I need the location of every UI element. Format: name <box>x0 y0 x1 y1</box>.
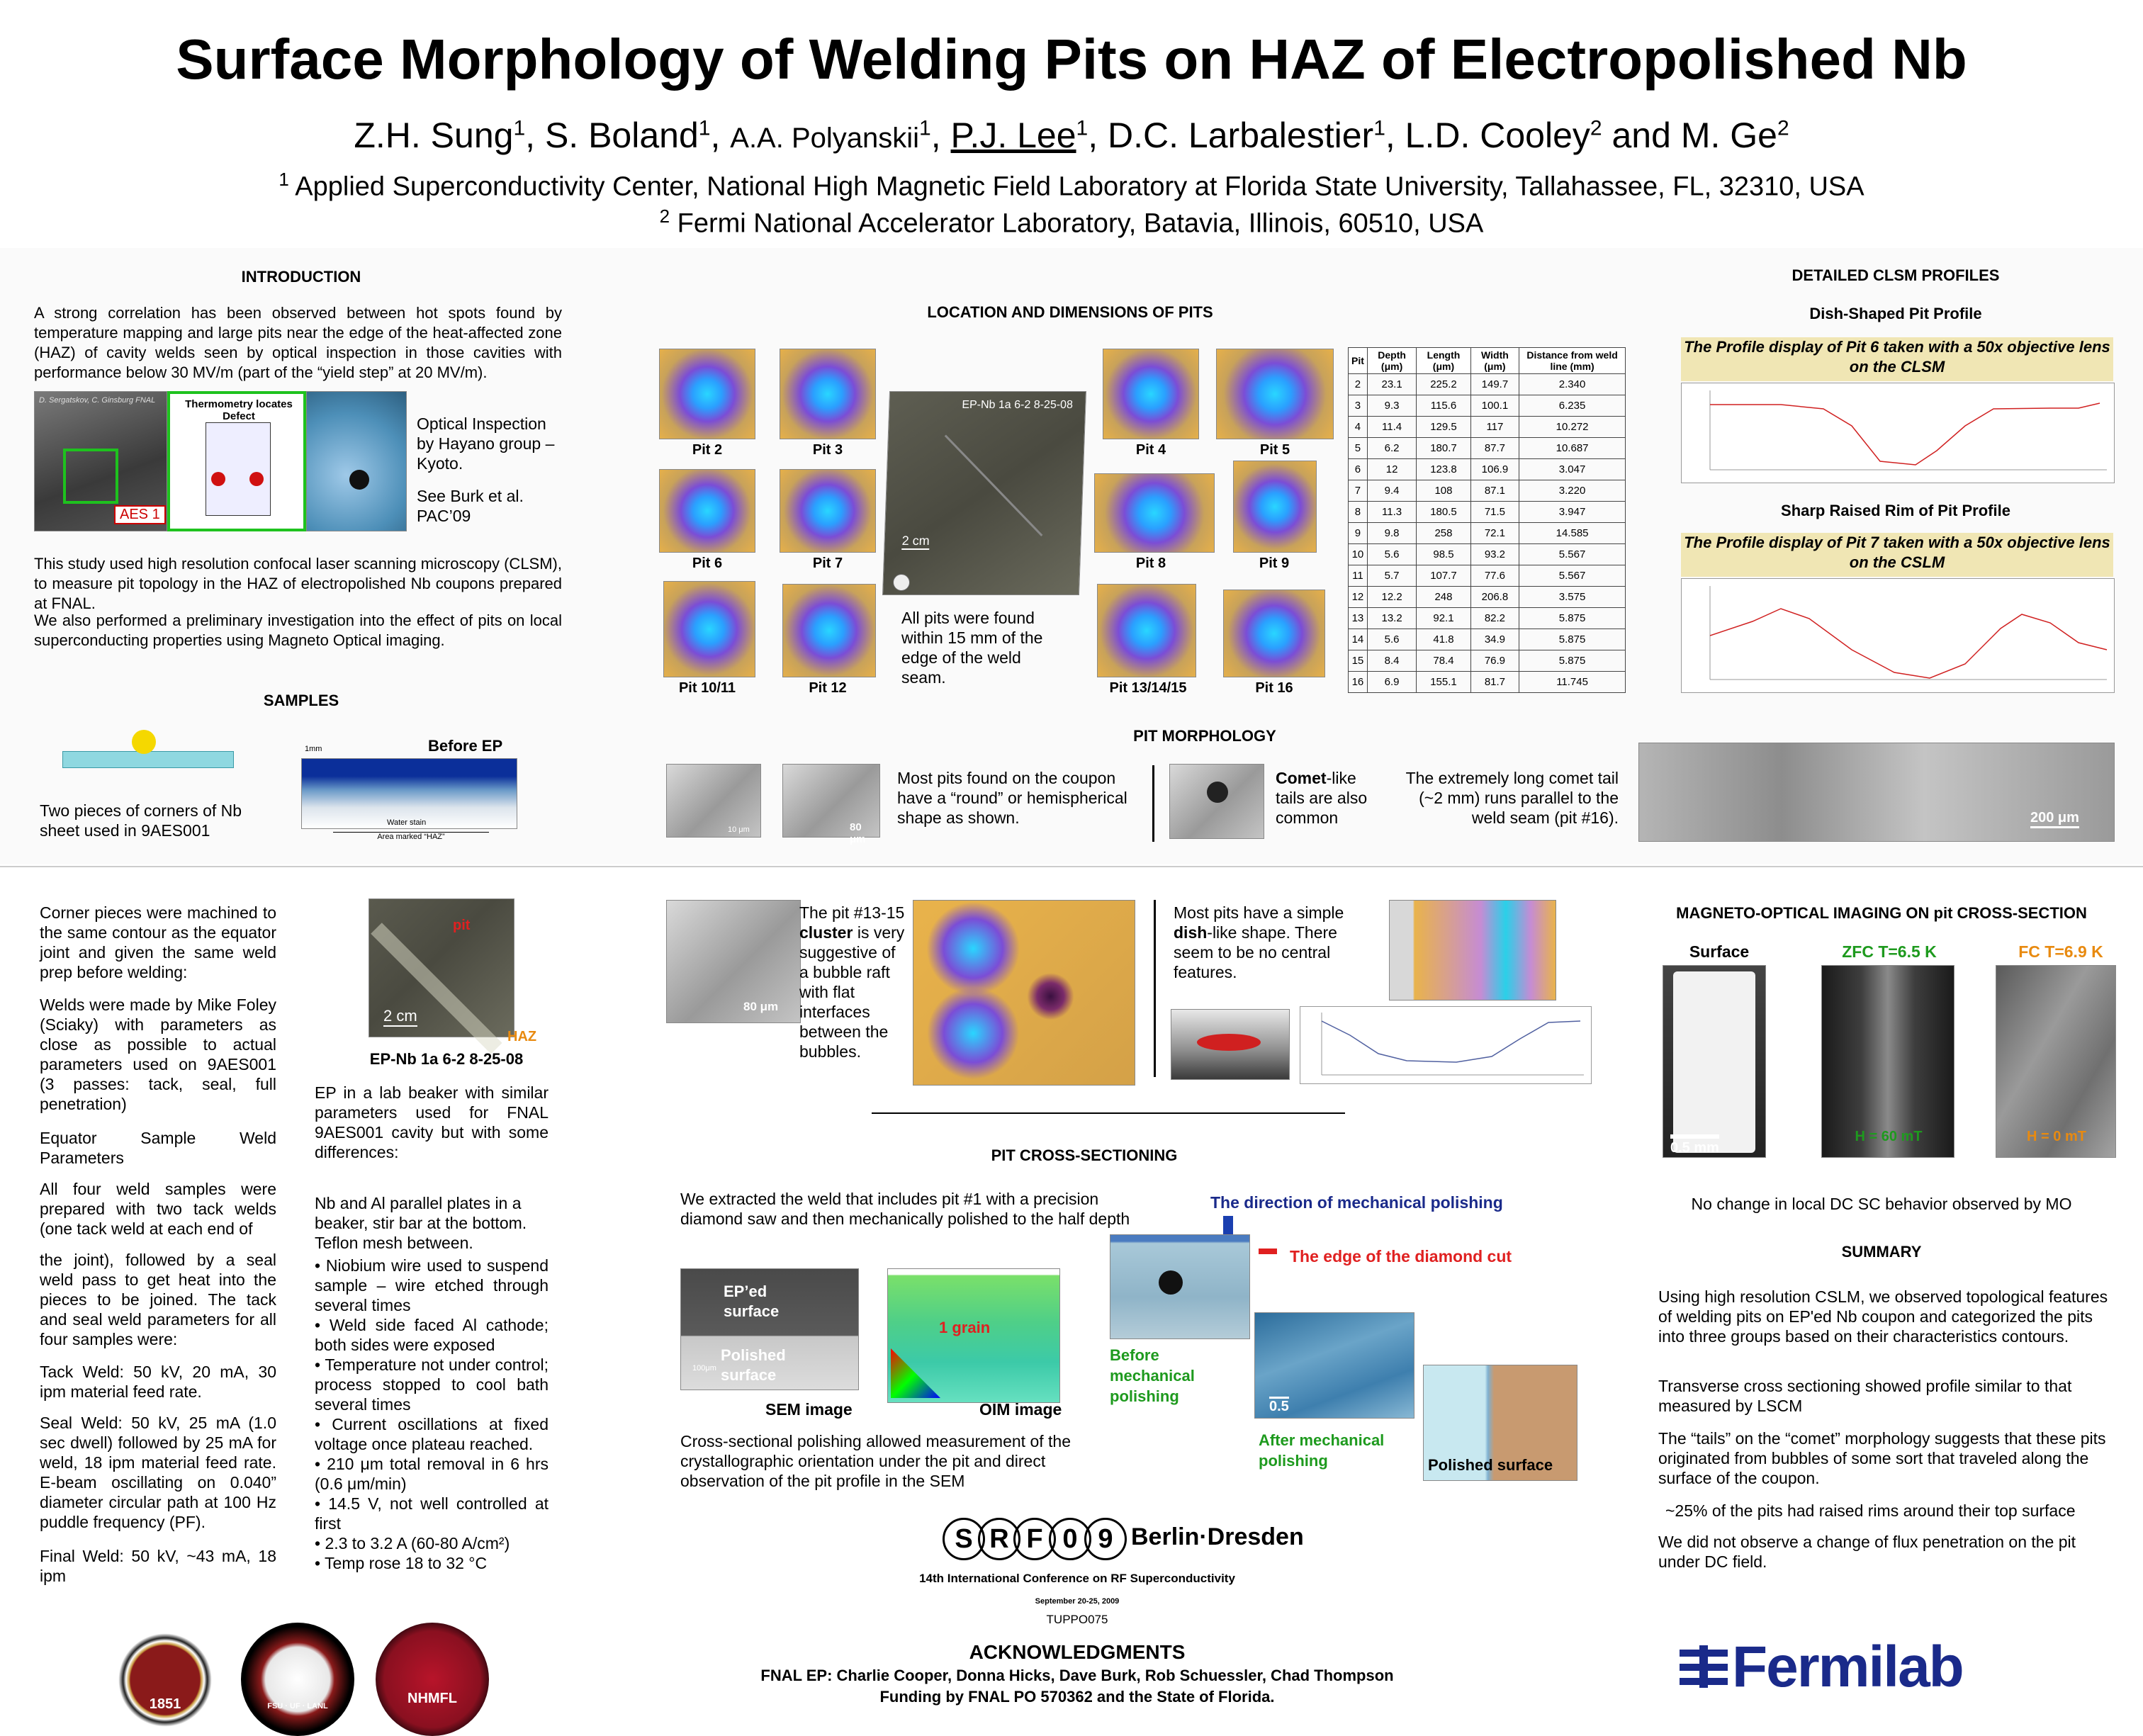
column-header: Length (μm) <box>1417 348 1470 374</box>
table-cell: 15 <box>1349 650 1368 672</box>
table-row <box>1349 395 1626 417</box>
round-pit-text: Most pits found on the coupon have a “round” or hemispherical shape as shown. <box>897 769 1127 827</box>
table-cell: 248 <box>1417 587 1470 608</box>
cross-section-intro: We extracted the weld that includes pit #1 with a precision diamond saw and then mechanically polished to the half depth <box>680 1190 1130 1228</box>
table-cell: 3.575 <box>1519 587 1626 608</box>
table-cell: 2.340 <box>1519 374 1626 395</box>
author: D.C. Larbalestier$^1$, <box>1108 115 1405 155</box>
table-cell: 34.9 <box>1470 629 1519 650</box>
equator-params-text: Equator Sample Weld Parameters <box>40 1129 276 1167</box>
pit-caption: Pit 3 <box>812 442 843 458</box>
pit-caption: Pit 16 <box>1255 680 1293 696</box>
author: L.D. Cooley$^2$ <box>1405 115 1602 155</box>
cavity-photo <box>34 391 167 531</box>
table-cell: 6.9 <box>1367 672 1416 693</box>
table-cell: 16 <box>1349 672 1368 693</box>
rim-profile-title: The Profile display of Pit 7 taken with a 50x objective lens on the CSLM <box>1681 533 2113 577</box>
table-cell: 23.1 <box>1367 374 1416 395</box>
table-cell: 87.7 <box>1470 438 1519 459</box>
location-note: All pits were found within 15 mm of the edge of the weld seam. <box>901 609 1043 687</box>
rim-profile-plot <box>1681 578 2115 693</box>
ack-line-2: Funding by FNAL PO 570362 and the State of Florida. <box>879 1688 1275 1706</box>
before-polishing-label: Before mechanical polishing <box>1110 1346 1195 1405</box>
water-stain-label: Water stain <box>387 818 427 827</box>
intro-paragraph-2: This study used high resolution confocal laser scanning microscopy (CLSM), to measure pit topology in the HAZ of electropolished Nb coupons prepared at FNAL. <box>34 555 562 612</box>
list-item: • 210 μm total removal in 6 hrs (0.6 μm/min) <box>315 1455 549 1493</box>
table-cell: 92.1 <box>1417 608 1470 629</box>
pit-dimensions-table <box>1348 347 1626 693</box>
rim-profile-heading: Sharp Raised Rim of Pit Profile <box>1781 502 2010 519</box>
pit-caption: Pit 4 <box>1135 442 1166 458</box>
column-header: Pit <box>1349 348 1368 374</box>
cluster-text: The pit #13-15 cluster is very suggestive of a bubble raft with flat interfaces between the bubbles. <box>799 903 905 1061</box>
table-cell: 13.2 <box>1367 608 1416 629</box>
table-cell: 9.4 <box>1367 480 1416 502</box>
aes-label: AES 1 <box>114 505 166 524</box>
pit-image <box>1097 584 1196 677</box>
scale-label: 0.5 mm <box>1670 1134 1719 1156</box>
pit-image <box>1233 461 1317 553</box>
table-cell: 93.2 <box>1470 544 1519 565</box>
table-row <box>1349 480 1626 502</box>
column-rule <box>1152 765 1154 842</box>
pit-caption: Pit 5 <box>1259 442 1290 458</box>
table-cell: 2 <box>1349 374 1368 395</box>
sem-cluster-pit <box>666 900 801 1023</box>
table-row <box>1349 650 1626 672</box>
table-cell: 5.7 <box>1367 565 1416 587</box>
pit-caption: Pit 8 <box>1135 556 1166 571</box>
coupon-photo <box>882 391 1086 595</box>
pit-image <box>1216 349 1334 439</box>
fc-label: FC T=6.9 K <box>2018 942 2103 961</box>
cluster-heat-map <box>913 900 1135 1086</box>
nhmfl-logo <box>376 1623 489 1736</box>
long-comet-tail-image <box>1638 743 2115 842</box>
column-header: Depth (μm) <box>1367 348 1416 374</box>
after-polishing-image <box>1254 1312 1414 1419</box>
pit-image <box>663 581 755 677</box>
comet-text: Comet-like tails are also common <box>1276 769 1368 827</box>
table-cell: 5.875 <box>1519 629 1626 650</box>
srf-letter: R <box>978 1518 1020 1560</box>
summary-paragraph: The “tails” on the “comet” morphology suggests that these pits originated from bubbles of some sort that traveled along the surface of the coupon. <box>1658 1429 2106 1487</box>
table-cell: 12.2 <box>1367 587 1416 608</box>
ack-heading: ACKNOWLEDGMENTS <box>969 1641 1186 1663</box>
srf-letter: F <box>1013 1518 1056 1560</box>
table-cell: 5.6 <box>1367 544 1416 565</box>
table-cell: 14.585 <box>1519 523 1626 544</box>
pit-defect <box>1197 1034 1261 1051</box>
summary-paragraph: We did not observe a change of flux penetration on the pit under DC field. <box>1658 1533 2076 1571</box>
table-row <box>1349 629 1626 650</box>
coupon-2-label: EP-Nb 1a 6-2 8-25-08 <box>369 1050 524 1068</box>
table-cell: 10 <box>1349 544 1368 565</box>
clsm-heading: DETAILED CLSM PROFILES <box>1792 266 2000 284</box>
hotspot-marker <box>211 472 225 486</box>
srf-letter: 9 <box>1084 1518 1127 1560</box>
list-item: • Current oscillations at fixed voltage once plateau reached. <box>315 1415 549 1453</box>
sem-round-pit <box>782 764 880 845</box>
table-cell: 87.1 <box>1470 480 1519 502</box>
table-row <box>1349 608 1626 629</box>
samples-caption: Two pieces of corners of Nb sheet used in 9AES001 <box>40 801 242 840</box>
table-cell: 12 <box>1367 459 1416 480</box>
conference-dates: September 20-25, 2009 <box>1035 1597 1120 1606</box>
scale-label: 100μm <box>692 1364 716 1373</box>
cross-section-summary: Cross-sectional polishing allowed measurement of the crystallographic orientation under the pit and direct observation of the pit profile in the SEM <box>680 1432 1072 1490</box>
long-tail-text: The extremely long comet tail (~2 mm) runs parallel to the weld seam (pit #16). <box>1405 769 1619 827</box>
welds-text: Welds were made by Mike Foley (Sciaky) with parameters as close as possible to actual parameters used on 9AES001 (3 passes: tack, seal, full penetration) <box>40 996 276 1113</box>
author: S. Boland$^1$, <box>544 115 731 155</box>
affiliation-1: $^1$ Applied Superconductivity Center, National High Magnetic Field Laboratory at Florida State University, Tallahassee, FL, 32310, USA <box>279 169 1864 202</box>
pit-image <box>780 349 876 439</box>
coupon-photo-2 <box>369 898 514 1037</box>
scale-label: 1mm <box>305 745 322 753</box>
author-presenter: P.J. Lee$^1$, <box>950 115 1108 155</box>
table-cell: 8 <box>1349 502 1368 523</box>
summary-heading: SUMMARY <box>1841 1243 1922 1261</box>
table-row <box>1349 374 1626 395</box>
sem-comet-pit <box>1169 764 1264 839</box>
table-cell: 6.2 <box>1367 438 1416 459</box>
left-arrow-icon <box>1259 1249 1277 1254</box>
pit-image <box>782 584 876 677</box>
intro-paragraph-3: We also performed a preliminary investigation into the effect of pits on local superconducting properties using Magneto Optical imaging. <box>34 611 562 649</box>
table-cell: 72.1 <box>1470 523 1519 544</box>
fsu-seal-logo <box>112 1627 218 1733</box>
scale-label: 200 μm <box>2030 810 2079 828</box>
fc-mo-image <box>1996 965 2116 1158</box>
zfc-field-label: H = 60 mT <box>1855 1129 1923 1144</box>
pit-image <box>1223 590 1325 677</box>
table-cell: 11.745 <box>1519 672 1626 693</box>
dish-pit-3d-render <box>1171 1009 1290 1080</box>
fc-field-label: H = 0 mT <box>2027 1129 2086 1144</box>
intro-paragraph: A strong correlation has been observed between hot spots found by temperature mapping and large pits near the edge of the heat-affected zone (HAZ) of cavity welds seen by optical inspection in those cavities with performance below 30 MV/m (part of the “yield step” at 20 MV/m). <box>34 304 562 381</box>
nb-sheet-diagram <box>62 751 234 768</box>
column-header: Width (μm) <box>1470 348 1519 374</box>
dish-profile-plot <box>1681 383 2115 483</box>
diamond-cut-label: The edge of the diamond cut <box>1290 1247 1512 1266</box>
table-cell: 3.947 <box>1519 502 1626 523</box>
table-cell: 115.6 <box>1417 395 1470 417</box>
table-cell: 98.5 <box>1417 544 1470 565</box>
list-item: • Temperature not under control; process stopped to cool bath several times <box>315 1355 549 1414</box>
table-row <box>1349 544 1626 565</box>
location-heading: LOCATION AND DIMENSIONS OF PITS <box>927 303 1213 321</box>
table-cell: 5 <box>1349 438 1368 459</box>
polished-surface-image <box>1423 1365 1577 1481</box>
ack-line-1: FNAL EP: Charlie Cooper, Donna Hicks, Dave Burk, Rob Schuessler, Chad Thompson <box>760 1667 1394 1684</box>
table-cell: 3 <box>1349 395 1368 417</box>
ep-description: EP in a lab beaker with similar parameters used for FNAL 9AES001 cavity but with some differences: <box>315 1083 549 1161</box>
before-ep-label: Before EP <box>428 737 503 755</box>
table-cell: 11 <box>1349 565 1368 587</box>
conference-name: 14th International Conference on RF Superconductivity <box>919 1572 1235 1585</box>
weld-spark-icon <box>132 730 156 754</box>
summary-paragraph: ~25% of the pits had raised rims around their top surface <box>1665 1501 2076 1520</box>
nhmfl-logo-text: NHMFL <box>407 1691 457 1706</box>
table-cell: 108 <box>1417 480 1470 502</box>
table-cell: 206.8 <box>1470 587 1519 608</box>
table-cell: 5.875 <box>1519 650 1626 672</box>
ep-conditions-list <box>315 1256 549 1573</box>
cross-section-heading: PIT CROSS-SECTIONING <box>991 1146 1178 1164</box>
coupon-label: EP-Nb 1a 6-2 8-25-08 <box>962 399 1074 411</box>
scale-label: 80 μm <box>743 1000 779 1013</box>
table-cell: 7 <box>1349 480 1368 502</box>
table-cell: 3.047 <box>1519 459 1626 480</box>
thermometry-diagram <box>167 391 306 531</box>
asc-logo <box>241 1623 354 1736</box>
table-cell: 10.687 <box>1519 438 1626 459</box>
table-cell: 10.272 <box>1519 417 1626 438</box>
dish-profile-plot-2 <box>1300 1006 1592 1084</box>
table-row <box>1349 587 1626 608</box>
table-cell: 5.875 <box>1519 608 1626 629</box>
area-marked-label: Area marked “HAZ” <box>333 832 489 841</box>
summary-paragraph: Transverse cross sectioning showed profile similar to that measured by LSCM <box>1658 1377 2072 1415</box>
table-cell: 123.8 <box>1417 459 1470 480</box>
table-cell: 82.2 <box>1470 608 1519 629</box>
table-cell: 9.3 <box>1367 395 1416 417</box>
intro-heading: INTRODUCTION <box>241 268 361 286</box>
table-cell: 225.2 <box>1417 374 1470 395</box>
seal-weld-text: Seal Weld: 50 kV, 25 mA (1.0 sec dwell) followed by 25 mA for weld, 18 ipm material feed rate. E-beam oscillating on 0.040” diameter circular path at 100 Hz puddle frequency (PF). <box>40 1414 276 1531</box>
grain-label: 1 grain <box>939 1319 991 1336</box>
table-cell: 106.9 <box>1470 459 1519 480</box>
thermometry-caption: Thermometry locates Defect <box>185 398 293 422</box>
table-cell: 77.6 <box>1470 565 1519 587</box>
table-cell: 155.1 <box>1417 672 1470 693</box>
summary-paragraph: Using high resolution CSLM, we observed topological features of welding pits on EP'ed Nb coupon and categorized the pits into three groups based on their characteristics contours. <box>1658 1287 2108 1346</box>
poster-title: Surface Morphology of Welding Pits on HAZ of Electropolished Nb <box>176 28 1967 91</box>
sample-outline <box>1673 971 1755 1153</box>
oim-color-key <box>891 1348 940 1398</box>
table-row <box>1349 417 1626 438</box>
table-cell: 180.7 <box>1417 438 1470 459</box>
table-header-row <box>1349 348 1626 374</box>
table-cell: 117 <box>1470 417 1519 438</box>
table-cell: 5.567 <box>1519 544 1626 565</box>
tack-weld-text: Tack Weld: 50 kV, 20 mA, 30 ipm material feed rate. <box>40 1363 276 1401</box>
table-cell: 12 <box>1349 587 1368 608</box>
table-cell: 11.3 <box>1367 502 1416 523</box>
affiliation-2: $^2$ Fermi National Accelerator Laboratory, Batavia, Illinois, 60510, USA <box>659 205 1484 239</box>
joint-text: the joint), followed by a seal weld pass to get heat into the pieces to be joined. The tack and seal weld parameters for all four samples were: <box>40 1251 276 1348</box>
table-row <box>1349 672 1626 693</box>
profile-line <box>1682 383 2114 483</box>
polished-surface-label: Polished surface <box>1428 1456 1553 1474</box>
table-cell: 76.9 <box>1470 650 1519 672</box>
hotspot-marker <box>249 472 264 486</box>
table-cell: 81.7 <box>1470 672 1519 693</box>
oim-cross-section <box>887 1268 1060 1403</box>
dish-profile-heading: Dish-Shaped Pit Profile <box>1809 305 1982 322</box>
list-item: • Niobium wire used to suspend sample – wire etched through several times <box>315 1256 549 1314</box>
eped-surface-label: EP’ed surface <box>724 1283 780 1320</box>
pit-image <box>659 469 755 553</box>
pit-image <box>780 469 876 553</box>
table-cell: 6.235 <box>1519 395 1626 417</box>
pit-arrow-label: pit <box>453 918 471 933</box>
column-header: Distance from weld line (mm) <box>1519 348 1626 374</box>
table-cell: 3.220 <box>1519 480 1626 502</box>
srf-letter: S <box>943 1518 985 1560</box>
table-cell: 8.4 <box>1367 650 1416 672</box>
list-item: • 2.3 to 3.2 A (60-80 A/cm²) <box>315 1534 510 1552</box>
pit-defect <box>349 470 369 490</box>
table-cell: 13 <box>1349 608 1368 629</box>
table-cell: 5.567 <box>1519 565 1626 587</box>
pit-caption: Pit 6 <box>692 556 723 571</box>
before-polishing-image <box>1110 1234 1250 1339</box>
pit-caption: Pit 2 <box>692 442 723 458</box>
sem-round-pit <box>666 764 761 838</box>
logo-bar <box>1699 1645 1708 1688</box>
see-reference: See Burk et al. PAC’09 <box>417 487 524 525</box>
table-cell: 258 <box>1417 523 1470 544</box>
haz-label: HAZ <box>507 1029 537 1044</box>
optical-inspection-photo <box>306 391 407 531</box>
list-item: • Weld side faced Al cathode; both sides were exposed <box>315 1316 549 1354</box>
table-cell: 71.5 <box>1470 502 1519 523</box>
author: and M. Ge$^2$ <box>1612 115 1789 155</box>
samples-heading: SAMPLES <box>263 692 339 709</box>
coupon-scale: 2 cm <box>901 534 930 550</box>
table-cell: 149.7 <box>1470 374 1519 395</box>
ep-setup-text: Nb and Al parallel plates in a beaker, stir bar at the bottom. Teflon mesh between. <box>315 1194 527 1252</box>
table-cell: 6 <box>1349 459 1368 480</box>
pit-image <box>1103 349 1199 439</box>
coupon-hole <box>893 574 910 591</box>
polished-surface-label: Polished surface <box>721 1346 786 1384</box>
weld-schematic <box>206 422 271 516</box>
scale-label: 0.5 <box>1269 1397 1289 1415</box>
author-list <box>0 115 2143 156</box>
pit-caption: Pit 13/14/15 <box>1109 680 1187 696</box>
dish-text: Most pits have a simple dish-like shape. There seem to be no central features. <box>1174 903 1344 981</box>
table-row <box>1349 459 1626 480</box>
list-item: • Temp rose 18 to 32 °C <box>315 1554 488 1572</box>
poster-code: TUPPO075 <box>1046 1613 1108 1626</box>
profile-line <box>1300 1007 1591 1083</box>
pit-caption: Pit 7 <box>812 556 843 571</box>
scale-label: 10 μm <box>728 825 750 834</box>
table-cell: 4 <box>1349 417 1368 438</box>
poster-header <box>0 0 2143 244</box>
dish-profile-title: The Profile display of Pit 6 taken with a 50x objective lens on the CLSM <box>1681 337 2113 381</box>
fsu-year: 1851 <box>149 1696 181 1712</box>
sem-image-label: SEM image <box>765 1400 853 1419</box>
table-cell: 100.1 <box>1470 395 1519 417</box>
pit-image <box>1094 473 1215 553</box>
pit-caption: Pit 10/11 <box>678 680 736 696</box>
pit-caption: Pit 12 <box>809 680 847 696</box>
dish-pit-heat-map <box>1389 900 1556 1001</box>
table-cell: 129.5 <box>1417 417 1470 438</box>
mo-heading: MAGNETO-OPTICAL IMAGING ON pit CROSS-SECTION <box>1676 904 2087 922</box>
table-cell: 78.4 <box>1417 650 1470 672</box>
zfc-mo-image <box>1821 965 1954 1158</box>
table-row <box>1349 502 1626 523</box>
table-row <box>1349 523 1626 544</box>
table-cell: 107.7 <box>1417 565 1470 587</box>
profile-line <box>1682 579 2114 692</box>
section-divider <box>0 866 2143 867</box>
author: Z.H. Sung$^1$, <box>354 115 545 155</box>
weld-seam <box>371 923 502 1054</box>
pit-defect <box>1207 782 1228 803</box>
horizontal-rule <box>872 1112 1345 1114</box>
oim-image-label: OIM image <box>979 1400 1062 1419</box>
surface-label: Surface <box>1689 942 1750 961</box>
srf-letter: 0 <box>1049 1518 1091 1560</box>
scale-label: 80 μm <box>850 821 866 845</box>
table-cell: 14 <box>1349 629 1368 650</box>
table-cell: 9.8 <box>1367 523 1416 544</box>
fermilab-logo: Fermilab <box>1732 1635 1963 1699</box>
column-rule <box>1154 900 1156 1077</box>
coupon-scale: 2 cm <box>383 1007 417 1027</box>
table-row <box>1349 565 1626 587</box>
surface-mo-image <box>1663 965 1766 1158</box>
pit-defect <box>1159 1270 1183 1295</box>
author: A.A. Polyanskii$^1$, <box>730 115 951 155</box>
corner-pieces-text: Corner pieces were machined to the same contour as the equator joint and given the same weld prep before welding: <box>40 903 276 981</box>
table-cell: 9 <box>1349 523 1368 544</box>
table-cell: 180.5 <box>1417 502 1470 523</box>
pit-image <box>659 349 755 439</box>
table-cell: 5.6 <box>1367 629 1416 650</box>
defect-highlight <box>63 449 118 504</box>
sem-cross-section <box>680 1268 859 1390</box>
asc-logo-text: FSU · UF · LANL <box>267 1702 328 1710</box>
morphology-heading: PIT MORPHOLOGY <box>1133 727 1276 745</box>
mo-note: No change in local DC SC behavior observed by MO <box>1691 1195 2072 1213</box>
list-item: • 14.5 V, not well controlled at first <box>315 1494 549 1533</box>
optical-inspection-text: Optical Inspection by Hayano group – Kyoto. <box>417 415 555 473</box>
fermilab-icon <box>1680 1645 1729 1688</box>
weld-seam <box>945 434 1043 536</box>
zfc-label: ZFC T=6.5 K <box>1842 942 1937 961</box>
srf-city: Berlin·Dresden <box>1131 1523 1304 1550</box>
table-row <box>1349 438 1626 459</box>
srf09-logo <box>943 1516 1311 1559</box>
table-cell: 11.4 <box>1367 417 1416 438</box>
pit-caption: Pit 9 <box>1259 556 1290 571</box>
after-polishing-label: After mechanical polishing <box>1259 1431 1385 1470</box>
photo-credit: D. Sergatskov, C. Ginsburg FNAL <box>39 396 156 405</box>
polishing-direction-label: The direction of mechanical polishing <box>1210 1193 1503 1212</box>
table-cell: 41.8 <box>1417 629 1470 650</box>
four-welds-text: All four weld samples were prepared with two tack welds (one tack weld at each end of <box>40 1180 276 1238</box>
final-weld-text: Final Weld: 50 kV, ~43 mA, 18 ipm <box>40 1547 276 1585</box>
